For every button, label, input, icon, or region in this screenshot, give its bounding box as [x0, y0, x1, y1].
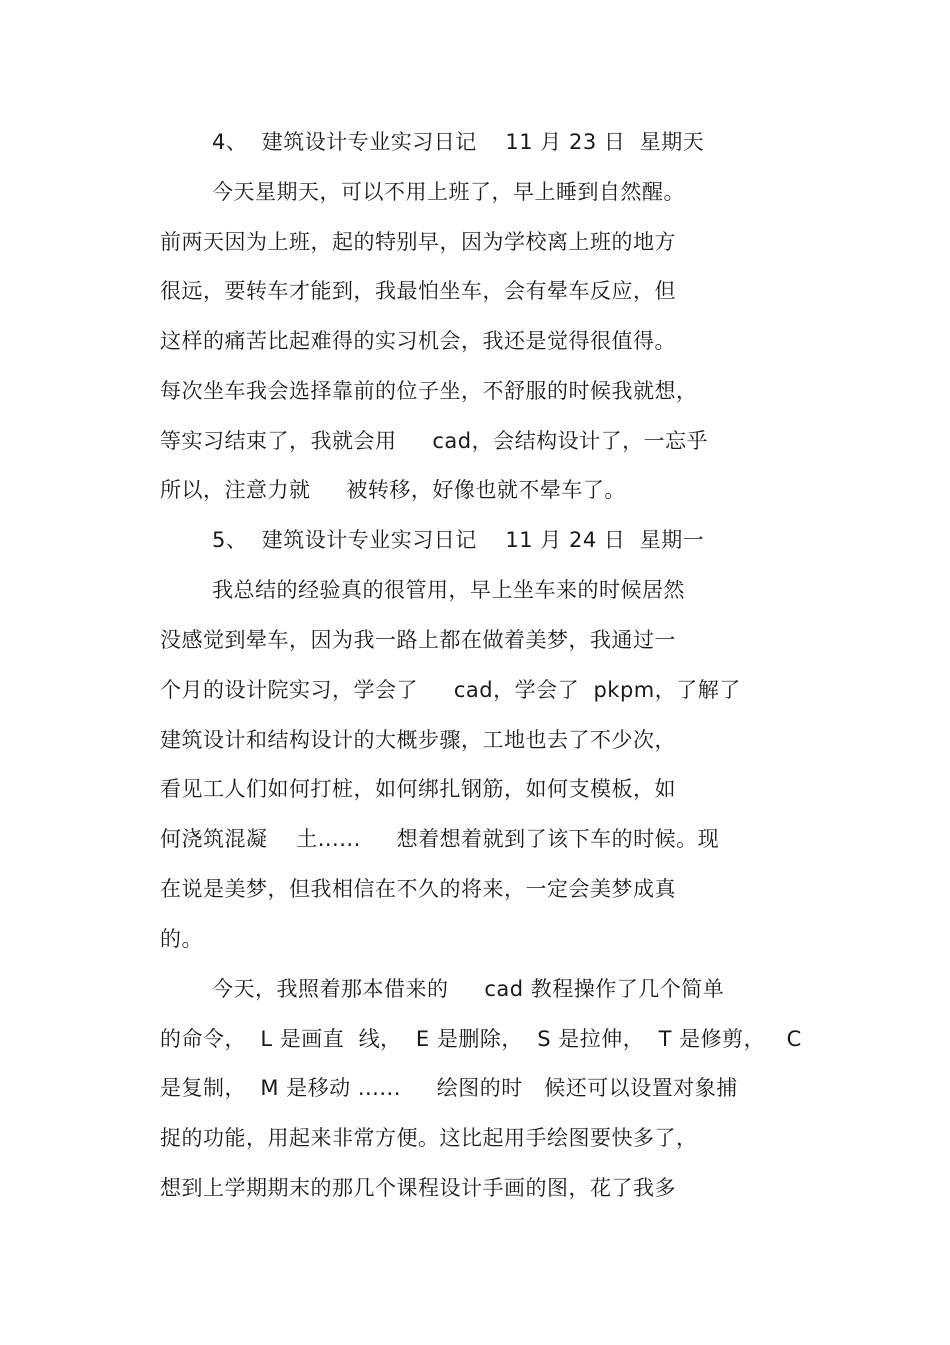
- paragraph-line: 很远，要转车才能到，我最怕坐车，会有晕车反应，但: [160, 279, 676, 303]
- paragraph-line: 的命令， L 是画直 线， E 是删除， S 是拉伸， T 是修剪， C: [160, 1027, 802, 1051]
- paragraph-line: 前两天因为上班，起的特别早，因为学校离上班的地方: [160, 230, 676, 254]
- paragraph-line: 看见工人们如何打桩，如何绑扎钢筋，如何支模板，如: [160, 777, 676, 801]
- heading-day-5: 5、 建筑设计专业实习日记 11 月 24 日 星期一: [212, 528, 705, 552]
- heading-day-4: 4、 建筑设计专业实习日记 11 月 23 日 星期天: [212, 130, 705, 154]
- paragraph-line: 所以，注意力就 被转移，好像也就不晕车了。: [160, 478, 626, 502]
- paragraph-line: 的。: [160, 927, 203, 951]
- paragraph-line: 今天，我照着那本借来的 cad 教程操作了几个简单: [212, 977, 725, 1001]
- paragraph-line: 捉的功能，用起来非常方便。这比起用手绘图要快多了，: [160, 1126, 698, 1150]
- paragraph-line: 今天星期天，可以不用上班了，早上睡到自然醒。: [212, 180, 685, 204]
- paragraph-line: 个月的设计院实习，学会了 cad，学会了 pkpm，了解了: [160, 678, 741, 702]
- paragraph-line: 建筑设计和结构设计的大概步骤，工地也去了不少次，: [160, 728, 676, 752]
- paragraph-line: 何浇筑混凝 土...... 想着想着就到了该下车的时候。现: [160, 827, 720, 851]
- paragraph-line: 没感觉到晕车，因为我一路上都在做着美梦，我通过一: [160, 628, 676, 652]
- paragraph-line: 我总结的经验真的很管用，早上坐车来的时候居然: [212, 578, 685, 602]
- paragraph-line: 等实习结束了，我就会用 cad，会结构设计了，一忘乎: [160, 429, 709, 453]
- paragraph-line: 是复制， M 是移动 ...... 绘图的时 候还可以设置对象捕: [160, 1076, 738, 1100]
- paragraph-line: 想到上学期期末的那几个课程设计手画的图，花了我多: [160, 1176, 676, 1200]
- paragraph-line: 在说是美梦，但我相信在不久的将来，一定会美梦成真: [160, 877, 676, 901]
- paragraph-line: 这样的痛苦比起难得的实习机会，我还是觉得很值得。: [160, 329, 676, 353]
- paragraph-line: 每次坐车我会选择靠前的位子坐，不舒服的时候我就想，: [160, 379, 698, 403]
